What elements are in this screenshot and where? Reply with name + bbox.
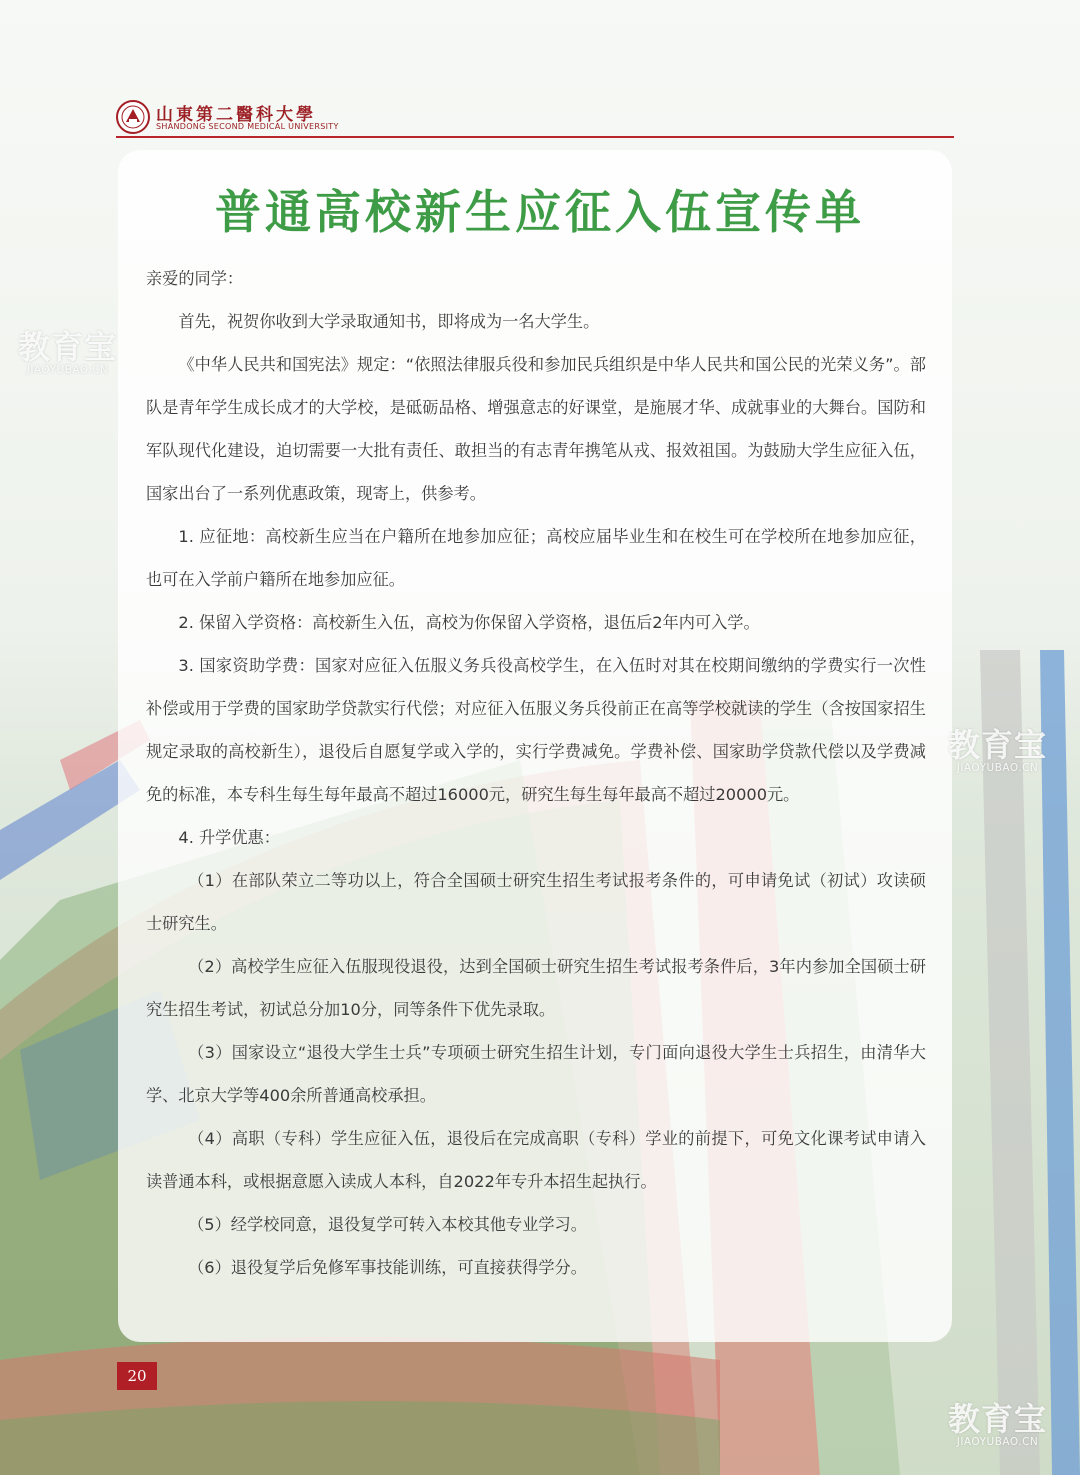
sub-item: （5）经学校同意，退役复学可转入本校其他专业学习。 (188, 1215, 587, 1234)
university-name-en: SHANDONG SECOND MEDICAL UNIVERSITY (156, 122, 339, 131)
header-divider (116, 136, 954, 138)
university-seal-icon (116, 100, 150, 134)
paragraph: 《中华人民共和国宪法》规定：“依照法律服兵役和参加民兵组织是中华人民共和国公民的光荣义务”。部队是青年学生成长成才的大学校，是砥砺品格、增强意志的好课堂，是施展才华、成就事业的大舞台。国防和军队现代化建设，迫切需要一大批有责任、敢担当的有志青年携笔从戎、报效祖国。为鼓励大学生应征入伍，国家出台了一系列优惠政策，现寄上，供参考。 (146, 355, 926, 503)
sub-item: （4）高职（专科）学生应征入伍，退役后在完成高职（专科）学业的前提下，可免文化课考试申请入读普通本科，或根据意愿入读成人本科，自2022年专升本招生起执行。 (146, 1129, 926, 1191)
page-title: 普通高校新生应征入伍宣传单 (215, 185, 865, 239)
policy-item: 3. 国家资助学费：国家对应征入伍服义务兵役高校学生，在入伍时对其在校期间缴纳的学费实行一次性补偿或用于学费的国家助学贷款实行代偿；对应征入伍服义务兵役前正在高等学校就读的学生（含按国家招生规定录取的高校新生），退役后自愿复学或入学的，实行学费减免。学费补偿、国家助学贷款代偿以及学费减免的标准，本专科生每生每年最高不超过16000元，研究生每生每年最高不超过20000元。 (146, 656, 926, 804)
sub-item: （1）在部队荣立二等功以上，符合全国硕士研究生招生考试报考条件的，可申请免试（初试）攻读硕士研究生。 (146, 871, 926, 933)
paragraph: 首先，祝贺你收到大学录取通知书，即将成为一名大学生。 (178, 312, 600, 331)
sub-item: （3）国家设立“退役大学生士兵”专项硕士研究生招生计划，专门面向退役大学生士兵招生，由清华大学、北京大学等400余所普通高校承担。 (146, 1043, 926, 1105)
sub-item: （2）高校学生应征入伍服现役退役，达到全国硕士研究生招生考试报考条件后，3年内参加全国硕士研究生招生考试，初试总分加10分，同等条件下优先录取。 (146, 957, 926, 1019)
salutation: 亲爱的同学： (146, 269, 244, 288)
document-body (146, 257, 926, 1289)
policy-item: 1. 应征地：高校新生应当在户籍所在地参加应征；高校应届毕业生和在校生可在学校所在地参加应征，也可在入学前户籍所在地参加应征。 (146, 527, 926, 589)
page-number: 20 (117, 1362, 157, 1390)
policy-item: 4. 升学优惠： (178, 828, 280, 847)
sub-item: （6）退役复学后免修军事技能训练，可直接获得学分。 (188, 1258, 587, 1277)
university-header (116, 98, 954, 138)
policy-item: 2. 保留入学资格：高校新生入伍，高校为你保留入学资格，退伍后2年内可入学。 (178, 613, 760, 632)
watermark: 教育宝 JIAOYUBAO.CN (948, 726, 1048, 774)
university-name-cn: 山東第二醫科大學 (156, 105, 316, 125)
watermark: 教育宝 JIAOYUBAO.CN (948, 1400, 1048, 1448)
watermark: 教育宝 JIAOYUBAO.CN (18, 328, 118, 376)
